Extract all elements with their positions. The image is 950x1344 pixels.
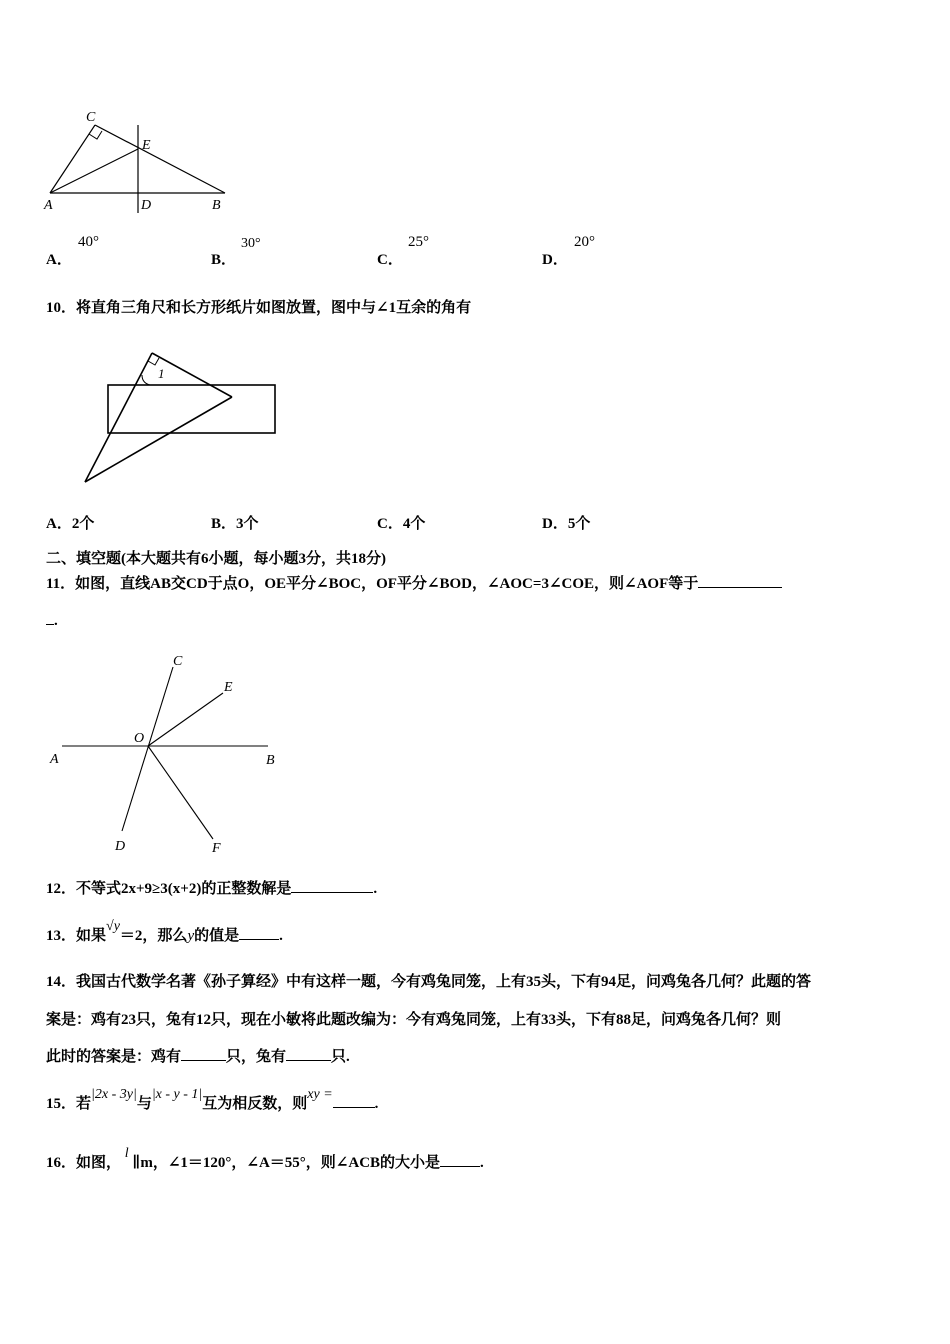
q9-label-c: C <box>86 110 96 125</box>
q14-line3: 此时的答案是：鸡有 只，兔有 只. <box>46 1045 350 1066</box>
q15-expr1: |2x - 3y| <box>91 1087 137 1102</box>
q10-option-c[interactable]: C．4个 <box>377 516 426 532</box>
q9-option-d[interactable]: D． <box>542 252 568 268</box>
q11-text: 11．如图，直线AB交CD于点O，OE平分∠BOC，OF平分∠BOD，∠AOC=3∠COE，则∠AOF等于 <box>46 572 782 593</box>
q9-label-d: D <box>141 198 152 213</box>
q15-answer-blank[interactable] <box>333 1093 375 1108</box>
q15-text: 15．若|2x - 3y|与|x - y - 1|互为相反数，则xy =. <box>46 1087 379 1112</box>
q9-option-c[interactable]: C． <box>377 252 403 268</box>
q13-text: 13．如果√y＝2，那么y的值是 . <box>46 919 283 944</box>
q15-expr3: xy = <box>307 1087 333 1102</box>
q12-text: 12．不等式2x+9≥3(x+2)的正整数解是 . <box>46 877 377 898</box>
section-title: 二、填空题(本大题共有6小题，每小题3分，共18分) <box>46 551 386 567</box>
q15-expr2: |x - y - 1| <box>151 1087 203 1102</box>
q9-label-b: B <box>212 198 221 213</box>
q11-label-o: O <box>134 731 145 746</box>
q10-text: 10．将直角三角尺和长方形纸片如图放置，图中与∠1互余的角有 <box>46 300 472 316</box>
q9-label-a: A <box>44 198 53 213</box>
q9-option-a-value: 40° <box>78 234 99 250</box>
q16-answer-blank[interactable] <box>440 1152 480 1167</box>
q10-figure <box>80 345 285 490</box>
q11-label-b: B <box>266 753 275 768</box>
q9-option-b[interactable]: B． <box>211 252 237 268</box>
q11-label-e: E <box>224 680 233 695</box>
q14-line2: 案是：鸡有23只，兔有12只，现在小敏将此题改编为：今有鸡兔同笼，上有33头，下有88足，问鸡兔各几何？则 <box>46 1012 782 1028</box>
q9-option-a[interactable]: A． <box>46 252 72 268</box>
q14-blank-chicken[interactable] <box>181 1046 226 1061</box>
q16-line-l: l <box>124 1146 129 1161</box>
q12-answer-blank[interactable] <box>291 878 373 893</box>
q11-label-a: A <box>50 752 59 767</box>
q9-label-e: E <box>142 138 151 153</box>
q16-text: 16．如图， l ∥m，∠1＝120°，∠A＝55°，则∠ACB的大小是 . <box>46 1146 484 1171</box>
q10-option-a[interactable]: A．2个 <box>46 516 95 532</box>
q11-answer-blank[interactable] <box>698 573 782 588</box>
q9-option-d-value: 20° <box>574 234 595 250</box>
q11-label-f: F <box>212 841 221 856</box>
q14-line1: 14．我国古代数学名著《孙子算经》中有这样一题，今有鸡兔同笼，上有35头，下有94足，问鸡兔各几何？此题的答 <box>46 974 812 990</box>
q13-sqrt-y: √y <box>106 919 120 934</box>
q10-angle-label: 1 <box>158 366 165 381</box>
q11-line2: . <box>46 610 58 630</box>
q11-label-d: D <box>115 839 126 854</box>
q11-label-c: C <box>173 654 183 669</box>
q11-answer-blank-cont[interactable] <box>46 610 54 625</box>
q9-option-c-value: 25° <box>408 234 429 250</box>
q11-figure <box>40 645 290 860</box>
q10-option-d[interactable]: D．5个 <box>542 516 591 532</box>
q10-option-b[interactable]: B．3个 <box>211 516 259 532</box>
q14-blank-rabbit[interactable] <box>286 1046 331 1061</box>
q9-option-b-value: 30° <box>241 236 261 251</box>
q9-figure <box>40 105 240 220</box>
q13-answer-blank[interactable] <box>239 925 279 940</box>
